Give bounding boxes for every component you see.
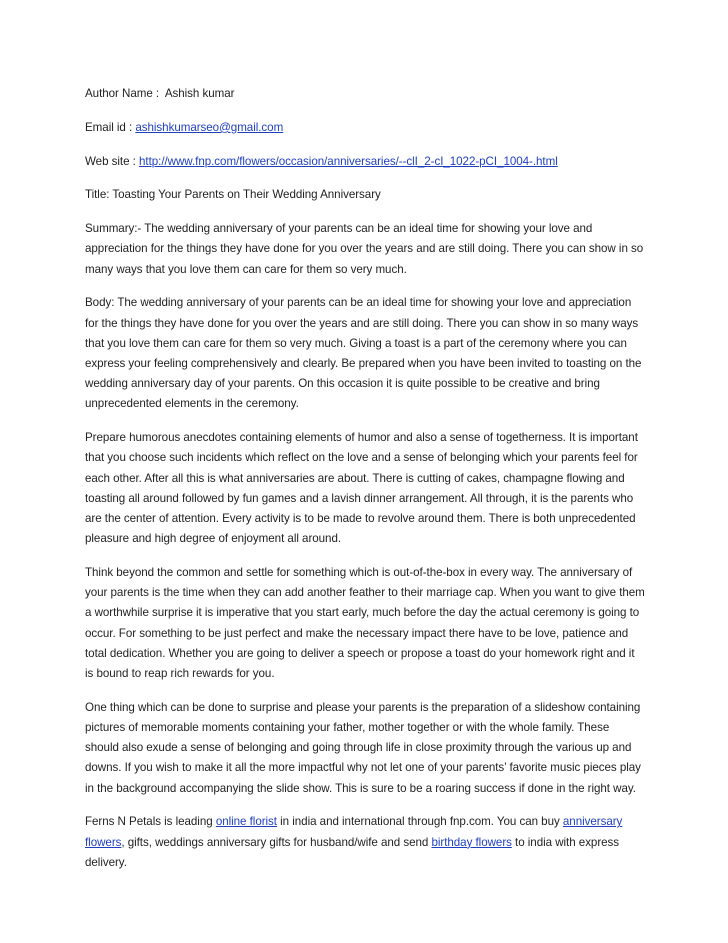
paragraph-anecdotes: Prepare humorous anecdotes containing elements of humor and also a sense of togetherness. It is important that you choose such incidents which reflect on the love and a sense of belonging which your parents feel for each other. After all this is what anniversaries are about. There is cutting of cakes, champagne flowing and toasting all around followed by fun games and a lavish dinner arrangement. All through, it is the parents who are the center of attention. Every activity is to be made to revolve around them. There is both unprecedented pleasure and high degree of enjoyment all around.: [85, 431, 638, 546]
author-line: [85, 84, 645, 104]
author-label: Author Name :: [85, 87, 160, 100]
body-paragraph: Body: The wedding anniversary of your parents can be an ideal time for showing your love and appreciation for the things they have done for you over the years and are still doing. There you can show in so many ways that you love them can care for them so very much. Giving a toast is a part of the ceremony where you can express your feeling comprehensively and clearly. Be prepared when you have been invited to toasting on the wedding anniversary day of your parents. On this occasion it is quite possible to be creative and bring unprecedented elements in the ceremony.: [85, 296, 642, 411]
website-link[interactable]: http://www.fnp.com/flowers/occasion/anniversaries/--clI_2-cI_1022-pCI_1004-.html: [139, 154, 558, 168]
author-name: Ashish kumar: [164, 87, 235, 100]
summary-paragraph: Summary:- The wedding anniversary of your parents can be an ideal time for showing your love and appreciation for the things they have done for you over the years and are still doing. There you can show in so many ways that you love them can care for them so very much.: [85, 222, 644, 276]
closing-paragraph: [85, 812, 645, 873]
closing-text-4: to india with express delivery.: [85, 835, 620, 869]
email-link[interactable]: ashishkumarseo@gmail.com: [135, 120, 284, 134]
website-label: Web site :: [85, 154, 136, 168]
email-line: [85, 118, 645, 138]
birthday-flowers-link[interactable]: birthday flowers: [431, 835, 512, 849]
anniversary-flowers-link[interactable]: anniversary flowers: [85, 815, 623, 849]
closing-text-1: Ferns N Petals is leading: [85, 815, 216, 829]
online-florist-link[interactable]: online florist: [215, 815, 277, 829]
closing-text-2: in india and international through fnp.com. You can buy: [276, 815, 563, 829]
website-line: [85, 152, 645, 172]
paragraph-slideshow: One thing which can be done to surprise and please your parents is the preparation of a slideshow containing pictures of memorable moments containing your father, mother together or with the whole family. These should also exude a sense of belonging and going through life in close proximity through the various up and downs. If you wish to make it all the more impactful why not let one of your parents’ favorite music pieces play in the background accompanying the slide show. This is sure to be a roaring success if done in the right way.: [85, 700, 641, 795]
paragraph-think-beyond: Think beyond the common and settle for something which is out-of-the-box in every way. The anniversary of your parents is the time when they can add another feather to their marriage cap. When you want to give them a worthwhile surprise it is imperative that you start early, much before the day the actual ceremony is going to occur. For something to be just perfect and make the necessary impact there have to be love, patience and total dedication. Whether you are going to deliver a speech or propose a toast do your homework right and it is bound to reap rich rewards for you.: [85, 566, 645, 681]
email-label: Email id :: [85, 120, 133, 134]
closing-text-3: , gifts, weddings anniversary gifts for husband/wife and send: [121, 835, 432, 849]
title-line: Title: Toasting Your Parents on Their Wedding Anniversary: [85, 188, 381, 202]
document-page: [85, 84, 645, 887]
